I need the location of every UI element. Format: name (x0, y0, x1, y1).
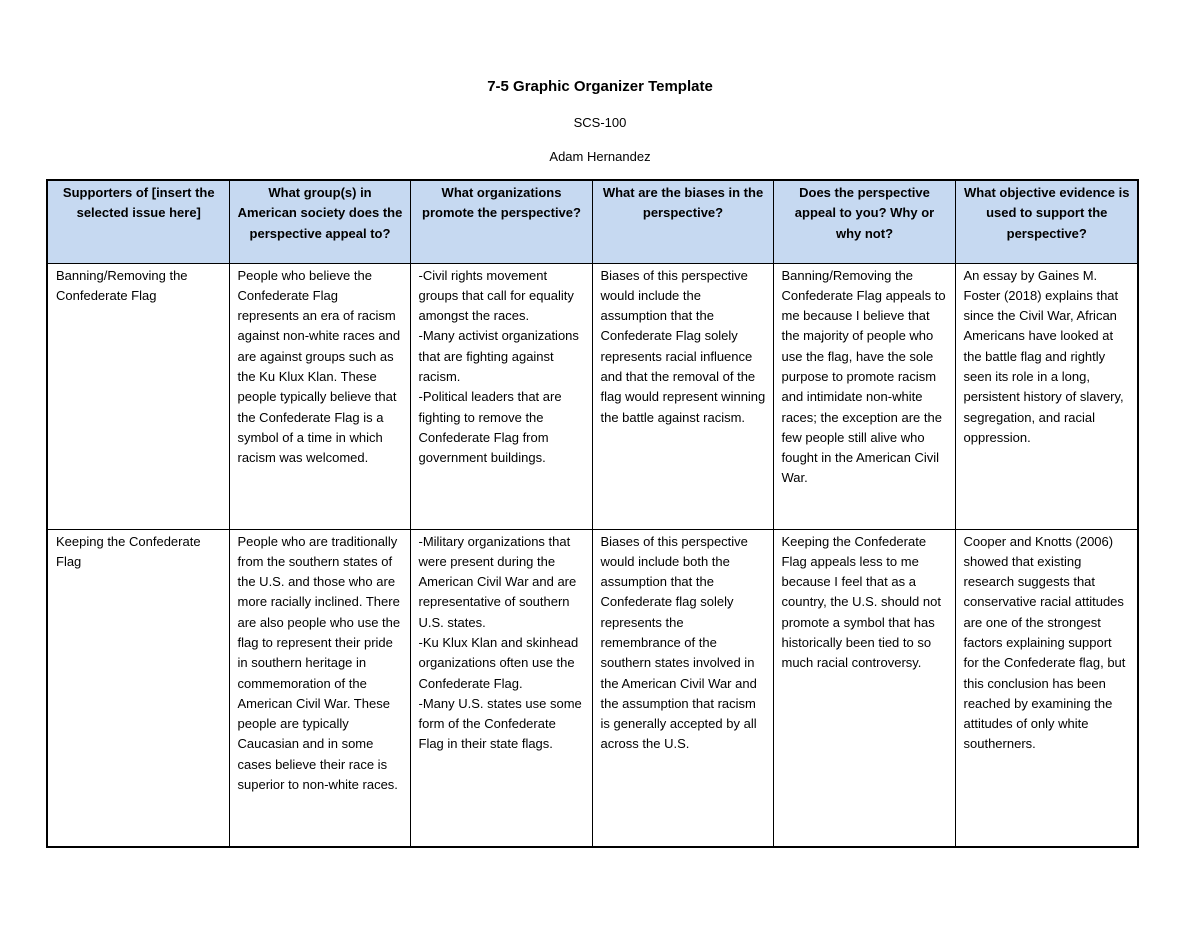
table-cell: People who believe the Confederate Flag represents an era of racism against non-white races and are against groups such as the Ku Klux Klan. These people typically believe that the Confederate Flag is a symbol of a time in which racism was welcomed. (229, 263, 410, 529)
header-organizations: What organizations promote the perspective? (410, 180, 592, 263)
graphic-organizer-table (46, 179, 1139, 848)
table-cell: Biases of this perspective would include the assumption that the Confederate Flag solely represents racial influence and that the removal of the flag would represent winning the battle against racism. (592, 263, 773, 529)
header-groups: What group(s) in American society does the perspective appeal to? (229, 180, 410, 263)
course-code: SCS-100 (573, 115, 627, 130)
header-supporters: Supporters of [insert the selected issue here] (47, 180, 229, 263)
table-cell: -Military organizations that were present during the American Civil War and are representative of southern U.S. states. -Ku Klux Klan and skinhead organizations often use the Confederate Flag. -Many U.S. states use some form of the Confederate Flag in their state flags. (410, 529, 592, 847)
table-cell: Biases of this perspective would include both the assumption that the Confederate flag solely represents the remembrance of the southern states involved in the American Civil War and the assumption that racism is generally accepted by all across the U.S. (592, 529, 773, 847)
table-cell: An essay by Gaines M. Foster (2018) explains that since the Civil War, African Americans have looked at the battle flag and rightly seen its role in a long, persistent history of slavery, segregation, and racial oppression. (955, 263, 1138, 529)
header-biases: What are the biases in the perspective? (592, 180, 773, 263)
table-cell: Keeping the Confederate Flag (47, 529, 229, 847)
table-cell: Banning/Removing the Confederate Flag (47, 263, 229, 529)
author-name: Adam Hernandez (549, 149, 651, 164)
table-row (47, 263, 1138, 529)
table-cell: -Civil rights movement groups that call for equality amongst the races. -Many activist organizations that are fighting against racism. -Political leaders that are fighting to remove the Confederate Flag from government buildings. (410, 263, 592, 529)
table-row (47, 529, 1138, 847)
header-appeal: Does the perspective appeal to you? Why or why not? (773, 180, 955, 263)
table-cell: Cooper and Knotts (2006) showed that existing research suggests that conservative racial attitudes are one of the strongest factors explaining support for the Confederate flag, but this conclusion has been reached by examining the attitudes of only white southerners. (955, 529, 1138, 847)
header-row (47, 180, 1138, 263)
table-cell: People who are traditionally from the southern states of the U.S. and those who are more racially inclined. There are also people who use the flag to represent their pride in southern heritage in commemoration of the American Civil War. These people are typically Caucasian and in some cases believe their race is superior to non-white races. (229, 529, 410, 847)
header-evidence: What objective evidence is used to support the perspective? (955, 180, 1138, 263)
table-cell: Keeping the Confederate Flag appeals less to me because I feel that as a country, the U.S. should not promote a symbol that has historically been tied to so much racial controversy. (773, 529, 955, 847)
document-title: 7-5 Graphic Organizer Template (487, 78, 713, 95)
table-cell: Banning/Removing the Confederate Flag appeals to me because I believe that the majority of people who use the flag, have the sole purpose to promote racism and intimidate non-white races; the exception are the few people still alive who fought in the American Civil War. (773, 263, 955, 529)
